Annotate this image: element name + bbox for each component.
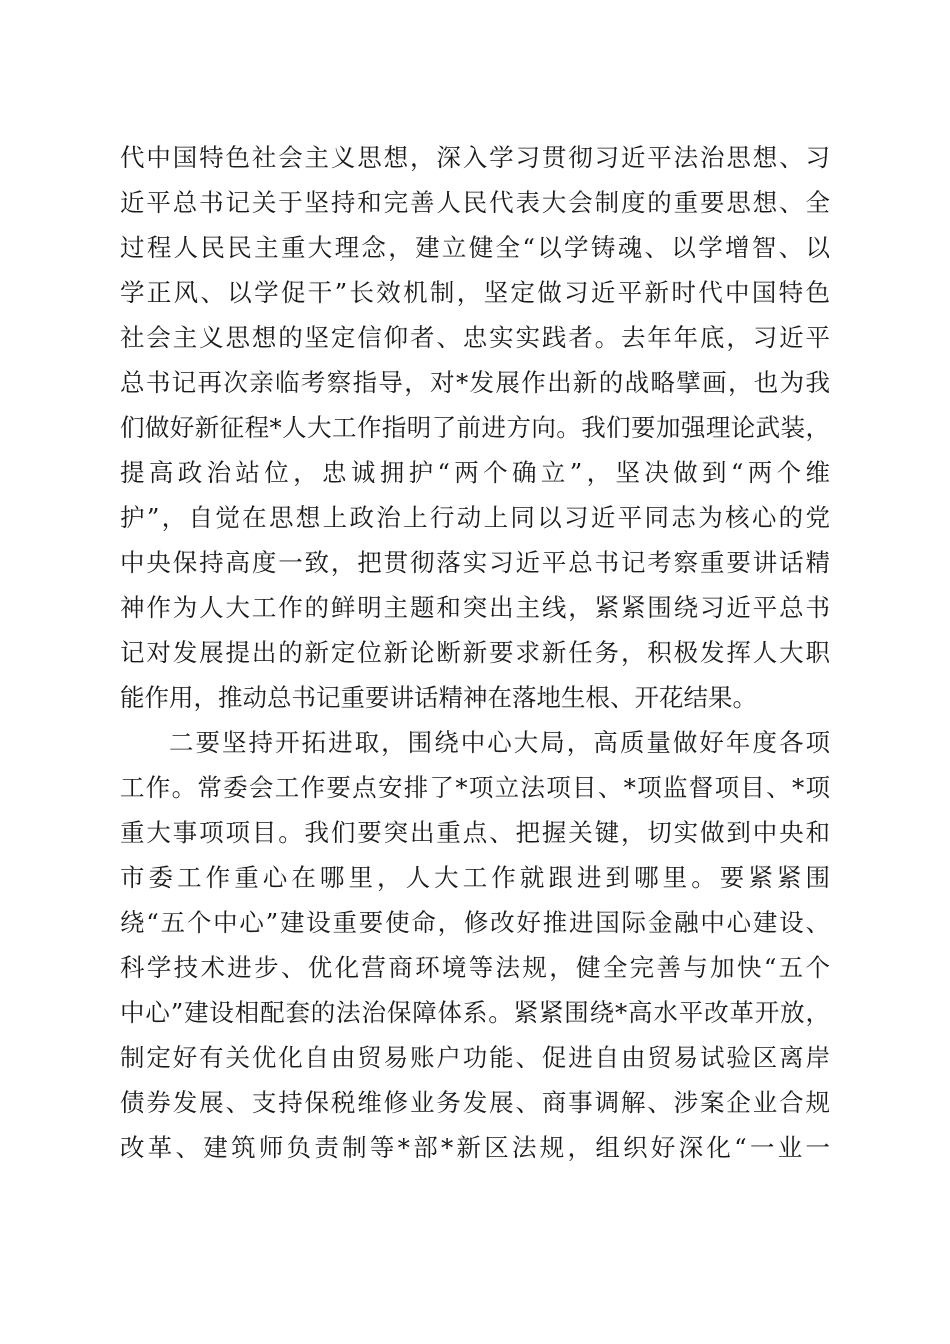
paragraph-1-line-10: 中央保持高度一致，把贯彻落实习近平总书记考察重要讲话精: [120, 548, 830, 577]
paragraph-2-line-6: 科学技术进步、优化营商环境等法规，健全完善与加快“五个: [120, 953, 830, 982]
paragraph-1-line-4: 学正风、以学促干”长效机制，坚定做习近平新时代中国特色: [120, 278, 830, 307]
paragraph-2-line-1: 二要坚持开拓进取，围绕中心大局，高质量做好年度各项: [169, 728, 830, 757]
paragraph-2-line-10: 改革、建筑师负责制等*部*新区法规，组织好深化“一业一: [120, 1133, 830, 1162]
paragraph-1-line-12: 记对发展提出的新定位新论断新要求新任务，积极发挥人大职: [120, 638, 830, 667]
paragraph-2-line-4: 市委工作重心在哪里，人大工作就跟进到哪里。要紧紧围: [120, 863, 830, 892]
paragraph-1-line-8: 提高政治站位，忠诚拥护“两个确立”，坚决做到“两个维: [120, 458, 830, 487]
paragraph-1-line-11: 神作为人大工作的鲜明主题和突出主线，紧紧围绕习近平总书: [120, 593, 830, 622]
paragraph-1-line-7: 们做好新征程*人大工作指明了前进方向。我们要加强理论武装，: [120, 413, 830, 442]
paragraph-1-line-3: 过程人民民主重大理念，建立健全“以学铸魂、以学增智、以: [120, 233, 830, 262]
paragraph-2-line-8: 制定好有关优化自由贸易账户功能、促进自由贸易试验区离岸: [120, 1043, 830, 1072]
paragraph-2-line-3: 重大事项项目。我们要突出重点、把握关键，切实做到中央和: [120, 818, 830, 847]
paragraph-1-line-6: 总书记再次亲临考察指导，对*发展作出新的战略擘画，也为我: [120, 368, 830, 397]
paragraph-2-line-7: 中心”建设相配套的法治保障体系。紧紧围绕*高水平改革开放，: [120, 998, 830, 1027]
paragraph-1-line-5: 社会主义思想的坚定信仰者、忠实实践者。去年年底，习近平: [120, 323, 830, 352]
paragraph-2-line-5: 绕“五个中心”建设重要使命，修改好推进国际金融中心建设、: [120, 908, 830, 937]
paragraph-1-line-2: 近平总书记关于坚持和完善人民代表大会制度的重要思想、全: [120, 188, 830, 217]
paragraph-2-line-9: 债券发展、支持保税维修业务发展、商事调解、涉案企业合规: [120, 1088, 830, 1117]
paragraph-1-line-1: 代中国特色社会主义思想，深入学习贯彻习近平法治思想、习: [120, 143, 830, 172]
paragraph-1-line-13: 能作用，推动总书记重要讲话精神在落地生根、开花结果。: [120, 683, 757, 712]
paragraph-1-line-9: 护”，自觉在思想上政治上行动上同以习近平同志为核心的党: [120, 503, 830, 532]
paragraph-2-line-2: 工作。常委会工作要点安排了*项立法项目、*项监督项目、*项: [120, 773, 830, 802]
